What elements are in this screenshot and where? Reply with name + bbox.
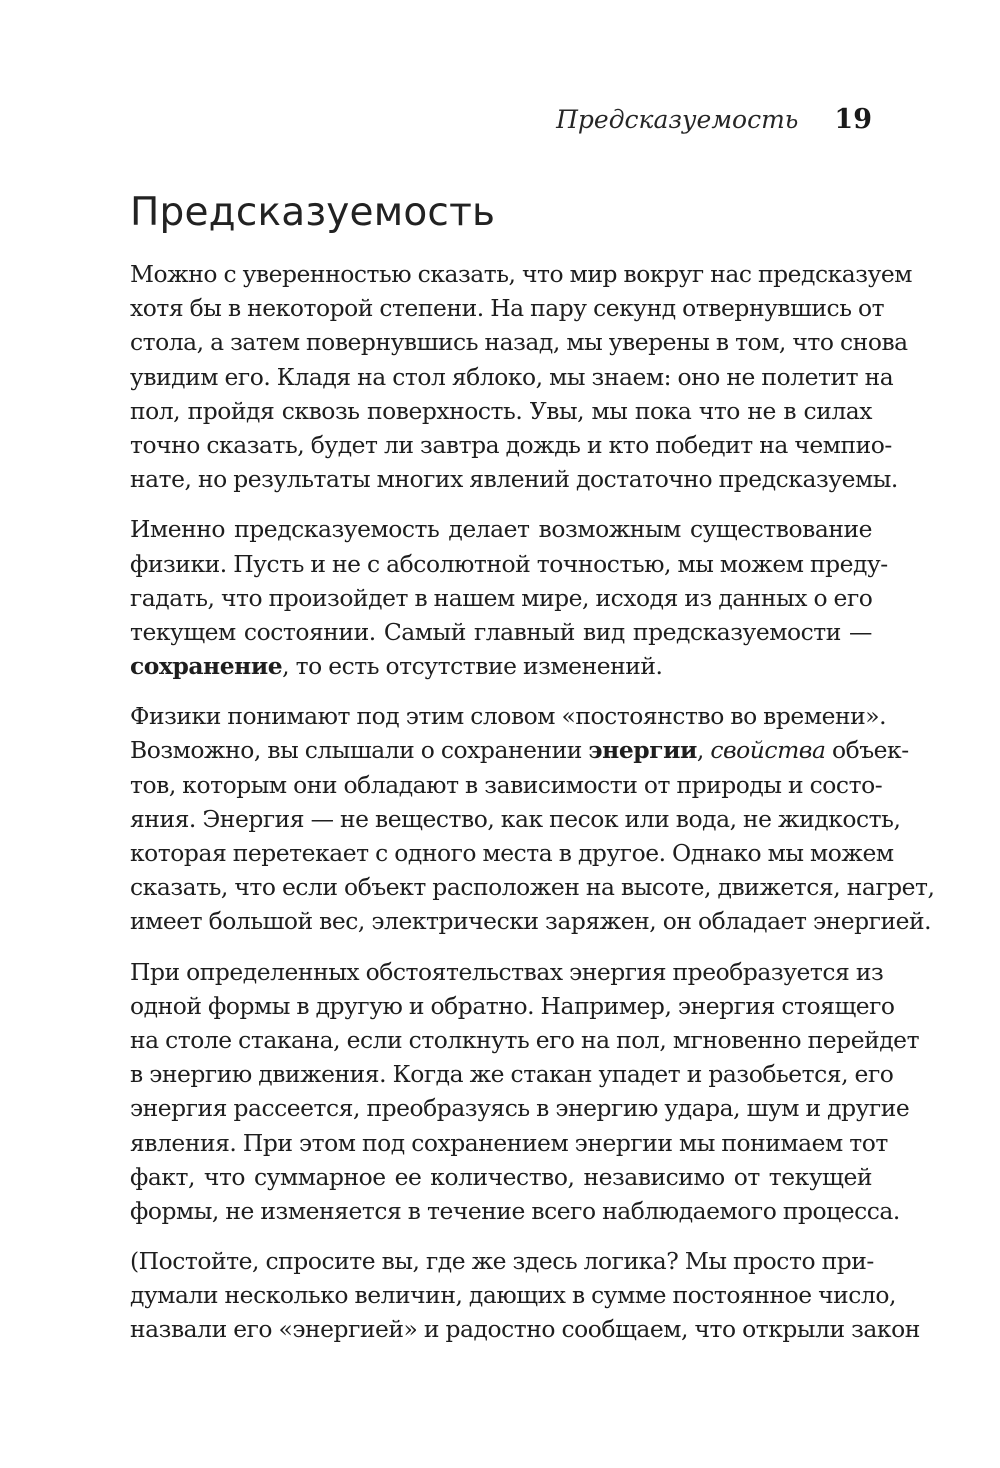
text-line (130, 325, 908, 359)
text-segment: хотя бы в некоторой степени. На пару секунд отвернувшись от (130, 294, 885, 323)
paragraph (130, 257, 913, 496)
text-segment: тов, которым они обладают в зависимости от природы и состо- (130, 770, 883, 799)
text-segment: Возможно, вы слышали о сохранении (130, 736, 589, 765)
text-segment: на столе стакана, если столкнуть его на пол, мгновенно перейдет (130, 1025, 920, 1054)
bold-term: сохранение (130, 652, 283, 681)
text-segment: физики. Пусть и не с абсолютной точностью, мы можем преду- (130, 549, 888, 578)
text-segment: в энергию движения. Когда же стакан упадет и разобьется, его (130, 1060, 894, 1089)
text-line (130, 870, 935, 904)
text-line (130, 768, 883, 802)
text-line (130, 291, 885, 325)
text-line (130, 615, 872, 649)
text-segment: назвали его «энергией» и радостно сообщаем, что открыли закон (130, 1315, 920, 1344)
text-line (130, 989, 895, 1023)
text-segment: Физики понимают под этим словом «постоянство во времени». (130, 702, 887, 731)
text-line (130, 462, 898, 496)
text-line (130, 581, 872, 615)
text-segment: имеет большой вес, электрически заряжен, он обладает энергией. (130, 907, 932, 936)
text-line (130, 1278, 896, 1312)
text-line (130, 836, 894, 870)
text-line (130, 360, 894, 394)
text-segment: При определенных обстоятельствах энергия преобразуется из (130, 957, 884, 986)
text-line (130, 1091, 910, 1125)
text-line (130, 512, 872, 546)
text-line (130, 257, 913, 291)
text-line (130, 1160, 872, 1194)
text-segment: гадать, что произойдет в нашем мире, исходя из данных о его (130, 583, 873, 612)
text-segment: одной формы в другую и обратно. Например, энергия стоящего (130, 991, 895, 1020)
text-line (130, 1126, 888, 1160)
text-segment: факт, что суммарное ее количество, независимо от текущей (130, 1162, 872, 1191)
text-segment: увидим его. Кладя на стол яблоко, мы знаем: оно не полетит на (130, 362, 894, 391)
running-title: Предсказуемость (556, 105, 799, 134)
text-segment: , (696, 736, 711, 765)
text-line (130, 955, 884, 989)
paragraph (130, 512, 888, 683)
text-segment: , то есть отсутствие изменений. (282, 652, 663, 681)
text-segment: Можно с уверенностью сказать, что мир вокруг нас предсказуем (130, 260, 913, 288)
text-segment: Именно предсказуемость делает возможным существование (130, 515, 872, 544)
text-line (130, 1057, 894, 1091)
text-segment: явления. При этом под сохранением энергии мы понимаем тот (130, 1128, 888, 1157)
text-segment: пол, пройдя сквозь поверхность. Увы, мы пока что не в силах (130, 396, 872, 425)
running-header (556, 104, 872, 135)
text-line (130, 1194, 900, 1228)
text-line (130, 649, 872, 683)
body-text (130, 257, 935, 1363)
text-segment: сказать, что если объект расположен на высоте, движется, нагрет, (130, 873, 935, 902)
paragraph (130, 955, 920, 1229)
text-segment: энергия рассеется, преобразуясь в энергию удара, шум и другие (130, 1094, 910, 1123)
bold-term: энергии (588, 736, 697, 765)
text-segment: которая перетекает с одного места в другое. Однако мы можем (130, 839, 894, 867)
text-line (130, 699, 887, 733)
text-line (130, 394, 872, 428)
text-segment: яния. Энергия — не вещество, как песок или вода, не жидкость, (130, 804, 901, 833)
italic-term: свойства (710, 736, 826, 765)
text-segment: точно сказать, будет ли завтра дождь и кто победит на чемпио- (130, 430, 892, 459)
paragraph (130, 699, 935, 938)
text-line (130, 1312, 920, 1346)
text-line (130, 733, 909, 767)
text-line (130, 904, 932, 938)
text-line (130, 1023, 920, 1057)
page-number: 19 (834, 104, 872, 135)
text-line (130, 428, 892, 462)
text-line (130, 1244, 872, 1278)
text-segment: текущем состоянии. Самый главный вид предсказуемости — (130, 617, 872, 646)
text-segment: стола, а затем повернувшись назад, мы уверены в том, что снова (130, 328, 908, 357)
text-line (130, 802, 901, 836)
paragraph (130, 1244, 920, 1347)
text-segment: (Постойте, спросите вы, где же здесь логика? Мы просто при- (130, 1247, 874, 1276)
text-line (130, 547, 888, 581)
text-segment: нате, но результаты многих явлений достаточно предсказуемы. (130, 465, 898, 494)
chapter-title: Предсказуемость (130, 190, 496, 235)
text-segment: формы, не изменяется в течение всего наблюдаемого процесса. (130, 1196, 900, 1225)
text-segment: думали несколько величин, дающих в сумме постоянное число, (130, 1281, 896, 1310)
text-segment: объек- (825, 736, 909, 765)
